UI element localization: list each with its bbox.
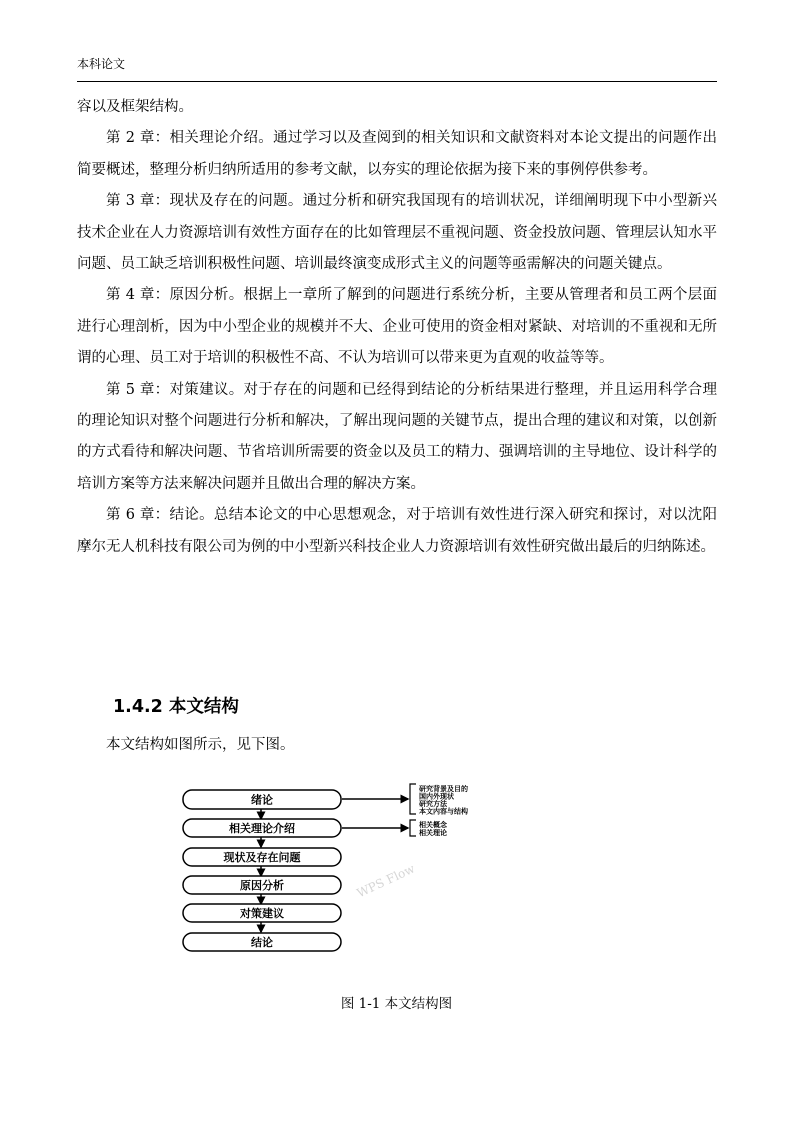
flow-box-2: [183, 819, 341, 837]
structure-diagram: [180, 780, 510, 960]
figure-caption: 图 1-1 本文结构图: [340, 996, 453, 1012]
flow-box-5: [183, 904, 341, 922]
paragraph-chapter-3: 第 3 章：现状及存在的问题。通过分析和研究我国现有的培训状况，详细阐明现下中小型新兴技术企业在人力资源培训有效性方面存在的比如管理层不重视问题、资金投放问题、管理层认知水平问题、员工缺乏培训积极性问题、培训最终演变成形式主义的问题等亟需解决的问题关键点。: [77, 193, 717, 273]
body-text: [77, 92, 717, 563]
flow-box-label: 对策建议: [240, 907, 284, 920]
note-bracket-1: [410, 784, 468, 816]
flow-box-label: 结论: [251, 936, 273, 949]
paragraph-continuation: 容以及框架结构。: [77, 99, 193, 115]
paragraph-chapter-6: 第 6 章：结论。总结本论文的中心思想观念，对于培训有效性进行深入研究和探讨，对以沈阳摩尔无人机科技有限公司为例的中小型新兴科技企业人力资源培训有效性研究做出最后的归纳陈述。: [77, 507, 717, 555]
paragraph-chapter-4: 第 4 章：原因分析。根据上一章所了解到的问题进行系统分析，主要从管理者和员工两个层面进行心理剖析，因为中小型企业的规模并不大、企业可使用的资金相对紧缺、对培训的不重视和无所谓的心理、员工对于培训的积极性不高、不认为培训可以带来更为直观的收益等等。: [77, 287, 717, 367]
note-bracket-2: [410, 820, 448, 837]
flow-box-1: [183, 790, 341, 809]
figure-intro: 本文结构如图所示，见下图。: [106, 737, 295, 753]
flow-box-label: 绪论: [251, 793, 273, 807]
note-line: 国内外现状: [419, 792, 454, 801]
flow-box-4: [183, 876, 341, 894]
paragraph-chapter-5: 第 5 章：对策建议。对于存在的问题和已经得到结论的分析结果进行整理，并且运用科学合理的理论知识对整个问题进行分析和解决，了解出现问题的关键节点，提出合理的建议和对策，以创新的方式看待和解决问题、节省培训所需要的资金以及员工的精力、强调培训的主导地位、设计科学的培训方案等方法来解决问题并且做出合理的解决方案。: [77, 381, 717, 492]
flow-box-label: 相关理论介绍: [229, 822, 295, 835]
flow-box-3: [183, 848, 341, 866]
note-line: 本文内容与结构: [419, 807, 468, 816]
note-line: 相关概念: [419, 821, 447, 829]
running-header: 本科论文: [77, 57, 126, 71]
flow-box-label: 现状及存在问题: [223, 851, 301, 864]
paragraph-chapter-2: 第 2 章：相关理论介绍。通过学习以及查阅到的相关知识和文献资料对本论文提出的问题作出简要概述，整理分析归纳所适用的参考文献，以夯实的理论依据为接下来的事例停供参考。: [77, 130, 717, 178]
note-line: 研究方法: [419, 800, 447, 808]
header-rule: [77, 81, 717, 82]
section-heading: 1.4.2 本文结构: [113, 697, 239, 717]
note-line: 研究背景及目的: [419, 785, 468, 793]
note-line: 相关理论: [419, 829, 447, 837]
watermark-text: WPS Flow: [354, 861, 417, 901]
flow-box-6: [183, 933, 341, 951]
flow-box-label: 原因分析: [240, 879, 284, 892]
